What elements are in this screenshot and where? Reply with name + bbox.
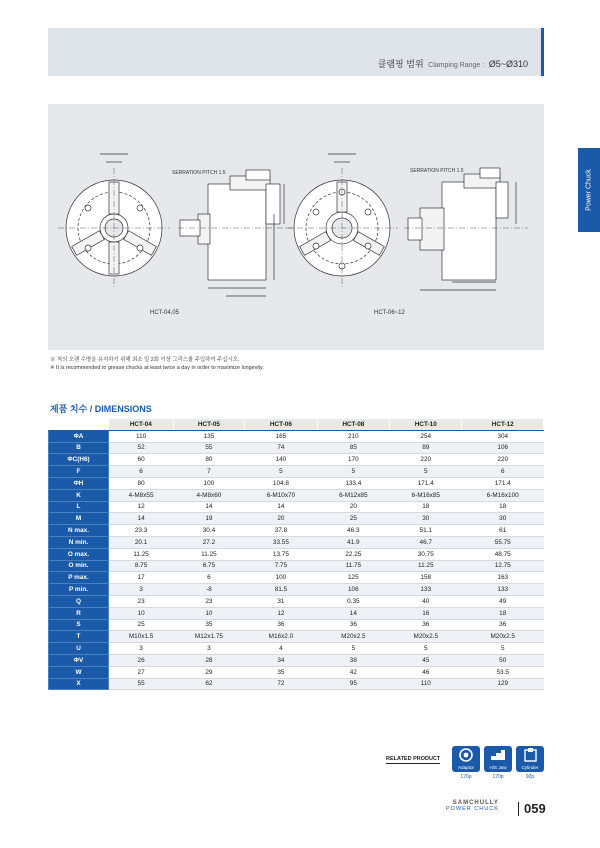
drawing-label-right: HCT-06~12 [374,310,405,316]
table-cell: 27 [109,666,174,678]
table-cell: M20x2.5 [317,631,389,643]
table-cell: 11.25 [109,548,174,560]
row-label: N max. [49,525,109,537]
hct-04-front-view [58,154,170,288]
row-label: N min. [49,536,109,548]
table-cell: 41.9 [317,536,389,548]
column-header: HCT-10 [390,419,462,431]
row-label: O max. [49,548,109,560]
hs-jaw-tile[interactable] [484,746,512,772]
table-row [49,654,544,666]
table-row [49,619,544,631]
table-cell: 46 [390,666,462,678]
table-cell: 81.5 [245,584,317,596]
clamping-range-heading [378,57,528,70]
adaptor-caption: Adaptor [457,765,475,770]
drawing-label-left: HCT-04,05 [150,310,180,316]
table-cell: M16x2.0 [245,631,317,643]
table-cell: 106 [462,442,544,454]
table-cell: 10 [173,607,245,619]
table-cell: 62 [173,678,245,690]
table-cell: 25 [317,513,389,525]
table-cell: 210 [317,430,389,442]
table-row [49,643,544,655]
adaptor-tile[interactable] [452,746,480,772]
table-cell: 104.8 [245,477,317,489]
column-header: HCT-06 [245,419,317,431]
table-cell: 135 [173,430,245,442]
table-cell: 7 [173,466,245,478]
table-header-row [49,419,544,431]
table-cell: 53.5 [462,666,544,678]
technical-drawing [48,104,544,350]
table-cell: 3 [109,584,174,596]
table-cell: 6-M12x85 [317,489,389,501]
row-label: K [49,489,109,501]
table-cell: 29 [173,666,245,678]
cylinder-page: 92p [525,774,535,780]
table-cell: 30.4 [173,525,245,537]
table-cell: 125 [317,572,389,584]
heading-range: Ø5~Ø310 [488,59,528,69]
table-cell: 48.75 [462,548,544,560]
hs-jaw-page: 170p [492,774,504,780]
heading-korean: 클램핑 범위 [377,59,424,69]
table-cell: 14 [173,501,245,513]
heading-english: Clamping Range : [428,62,485,69]
table-cell: 3 [173,643,245,655]
related-adaptor[interactable] [452,746,480,780]
drawing-svg [48,104,544,350]
table-cell: 11.25 [173,548,245,560]
table-cell: 100 [173,477,245,489]
table-cell: 129 [462,678,544,690]
row-label: P min. [49,584,109,596]
table-cell: 37.8 [245,525,317,537]
table-row [49,466,544,478]
table-cell: 20 [245,513,317,525]
column-header: HCT-08 [317,419,389,431]
dimensions-table [48,418,544,690]
related-cylinder[interactable] [516,746,544,780]
row-label: F [49,466,109,478]
table-row [49,489,544,501]
table-cell: 55 [173,442,245,454]
table-cell: -8 [173,584,245,596]
table-cell: 12.75 [462,560,544,572]
grease-notes [50,356,264,372]
table-cell: 0.35 [317,595,389,607]
cylinder-tile[interactable] [516,746,544,772]
table-cell: 23 [109,595,174,607]
table-row [49,678,544,690]
table-cell: 110 [390,678,462,690]
table-cell: 14 [245,501,317,513]
table-cell: 220 [462,454,544,466]
table-cell: 28 [173,654,245,666]
row-label: Q [49,595,109,607]
table-cell: 46.7 [390,536,462,548]
table-cell: 80 [109,477,174,489]
table-corner [49,419,109,431]
header-accent-bar [541,28,544,76]
table-cell: 55.75 [462,536,544,548]
table-cell: 18 [462,607,544,619]
table-cell: 5 [462,643,544,655]
table-cell: 106 [317,584,389,596]
table-cell: 95 [317,678,389,690]
table-row [49,442,544,454]
row-label: X [49,678,109,690]
table-cell: 17 [109,572,174,584]
table-row [49,666,544,678]
table-cell: 50 [462,654,544,666]
table-cell: 35 [173,619,245,631]
table-cell: 19 [173,513,245,525]
table-cell: 20.1 [109,536,174,548]
table-cell: 18 [390,501,462,513]
table-cell: 171.4 [390,477,462,489]
table-cell: 6-M10x70 [245,489,317,501]
table-row [49,595,544,607]
table-cell: 140 [245,454,317,466]
header-band [48,28,544,76]
table-cell: 4 [245,643,317,655]
table-cell: 25 [109,619,174,631]
note-korean: ※ 척의 오랜 수명을 유지하기 위해 최소 일 2회 이상 그리스를 주입하여 주십시오. [50,357,240,363]
column-header: HCT-12 [462,419,544,431]
table-row [49,477,544,489]
brand-logo [446,800,499,812]
row-label: U [49,643,109,655]
table-cell: 170 [317,454,389,466]
table-cell: 3 [109,643,174,655]
row-label: L [49,501,109,513]
column-header: HCT-04 [109,419,174,431]
row-label: R [49,607,109,619]
table-cell: 8.75 [109,560,174,572]
table-row [49,536,544,548]
table-cell: 6-M16x100 [462,489,544,501]
table-cell: 30.75 [390,548,462,560]
row-label: ΦV [49,654,109,666]
table-cell: 4-M8x60 [173,489,245,501]
table-cell: 6.75 [173,560,245,572]
table-cell: 304 [462,430,544,442]
table-cell: 6 [462,466,544,478]
brand-line-2: POWER CHUCK [446,806,499,812]
table-cell: M20x2.5 [390,631,462,643]
table-cell: 36 [317,619,389,631]
table-cell: 40 [390,595,462,607]
table-cell: 14 [109,513,174,525]
row-label: W [49,666,109,678]
adaptor-page: 176p [460,774,472,780]
hct-06-front-view [286,154,398,288]
table-cell: 38 [317,654,389,666]
table-cell: 23.3 [109,525,174,537]
table-row [49,572,544,584]
table-cell: 5 [245,466,317,478]
hct-04-side-view [178,170,298,296]
serration-label-left: SERRATION PITCH 1.5 [172,170,226,176]
table-cell: 23 [173,595,245,607]
table-cell: 33.55 [245,536,317,548]
table-cell: 55 [109,678,174,690]
row-label: O min. [49,560,109,572]
table-cell: 36 [245,619,317,631]
row-label: B [49,442,109,454]
row-label: T [49,631,109,643]
cylinder-caption: Cylinder [521,765,539,770]
table-cell: 5 [390,466,462,478]
side-tab-power-chuck[interactable] [578,148,600,232]
table-cell: 14 [317,607,389,619]
table-cell: 30 [390,513,462,525]
row-label: P max. [49,572,109,584]
table-cell: 7.75 [245,560,317,572]
table-cell: 30 [462,513,544,525]
table-cell: 163 [462,572,544,584]
note-english: ※ It is recommended to grease chucks at least twice a day in order to maximize longevity. [50,365,264,371]
table-cell: 22.25 [317,548,389,560]
table-cell: 35 [245,666,317,678]
table-row [49,548,544,560]
table-cell: 31 [245,595,317,607]
table-cell: 60 [109,454,174,466]
table-cell: 4-M8x55 [109,489,174,501]
table-row [49,584,544,596]
table-cell: M12x1.75 [173,631,245,643]
table-cell: 51.1 [390,525,462,537]
table-cell: 36 [462,619,544,631]
table-cell: 80 [173,454,245,466]
table-cell: 133.4 [317,477,389,489]
serration-label-right: SERRATION PITCH 1.5 [410,168,464,174]
table-cell: 10 [109,607,174,619]
brand-line-1: SAMCHULLY [452,800,499,806]
table-row [49,501,544,513]
table-cell: 16 [390,607,462,619]
table-cell: 110 [109,430,174,442]
table-cell: 49 [462,595,544,607]
table-cell: 72 [245,678,317,690]
table-cell: 5 [317,643,389,655]
table-cell: M10x1.5 [109,631,174,643]
table-cell: 27.2 [173,536,245,548]
table-cell: 133 [462,584,544,596]
table-cell: 18 [462,501,544,513]
table-row [49,525,544,537]
table-cell: 6-M16x85 [390,489,462,501]
row-label: S [49,619,109,631]
table-row [49,513,544,525]
side-tab-label: Power Chuck [585,169,593,211]
table-cell: 6 [109,466,174,478]
table-cell: 13.75 [245,548,317,560]
table-cell: 254 [390,430,462,442]
jaw-icon [484,746,512,764]
table-cell: 52 [109,442,174,454]
table-cell: 46.3 [317,525,389,537]
row-label: ΦA [49,430,109,442]
hs-jaw-caption: H/S Jaw [489,765,507,770]
hct-06-side-view [404,168,528,290]
cylinder-icon [516,746,544,764]
table-cell: 45 [390,654,462,666]
table-cell: 100 [245,572,317,584]
table-cell: 36 [390,619,462,631]
column-header: HCT-05 [173,419,245,431]
table-cell: 12 [245,607,317,619]
table-row [49,631,544,643]
dimensions-section-title: 제품 치수 / DIMENSIONS [50,404,152,414]
page-number: 059 [518,802,546,816]
table-row [49,430,544,442]
table-cell: 165 [245,430,317,442]
table-cell: 74 [245,442,317,454]
table-cell: 61 [462,525,544,537]
table-cell: 171.4 [462,477,544,489]
table-cell: 42 [317,666,389,678]
row-label: M [49,513,109,525]
table-cell: 26 [109,654,174,666]
table-cell: 5 [390,643,462,655]
table-cell: M20x2.5 [462,631,544,643]
table-cell: 5 [317,466,389,478]
table-cell: 85 [317,442,389,454]
row-label: ΦH [49,477,109,489]
table-cell: 12 [109,501,174,513]
table-cell: 34 [245,654,317,666]
table-cell: 11.75 [317,560,389,572]
table-cell: 220 [390,454,462,466]
related-hs-jaw[interactable] [484,746,512,780]
table-row [49,607,544,619]
table-cell: 158 [390,572,462,584]
row-label: ΦC(H6) [49,454,109,466]
table-row [49,560,544,572]
table-cell: 11.25 [390,560,462,572]
table-cell: 20 [317,501,389,513]
adaptor-icon [452,746,480,764]
table-cell: 89 [390,442,462,454]
table-cell: 6 [173,572,245,584]
related-product-label: RELATED PRODUCT [386,756,441,762]
table-cell: 133 [390,584,462,596]
table-row [49,454,544,466]
